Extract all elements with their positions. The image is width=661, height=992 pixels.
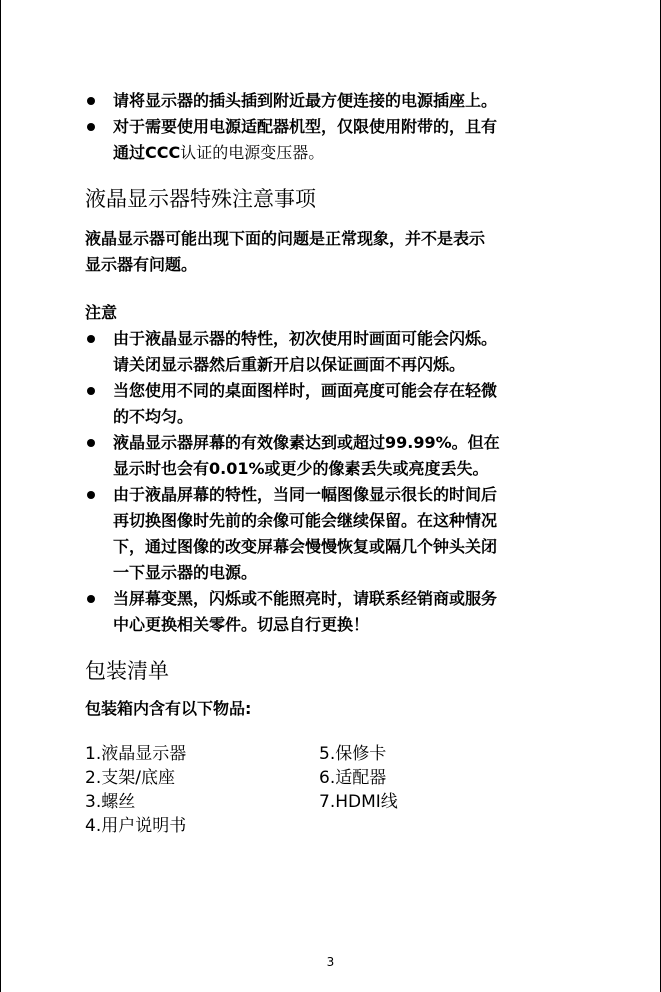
note-line: 的不均匀。 bbox=[113, 407, 194, 426]
lcd-paragraph-line2: 显示器有问题。 bbox=[85, 255, 198, 274]
note-line: 下，通过图像的改变屏幕会慢慢恢复或隔几个钟头关闭 bbox=[113, 537, 498, 556]
bullet-icon bbox=[87, 387, 95, 395]
list-item bbox=[85, 430, 610, 482]
list-item bbox=[85, 114, 610, 166]
bullet-text-bold: 通过CCC bbox=[113, 143, 181, 162]
list-item: 7.HDMI线 bbox=[319, 792, 398, 812]
lcd-paragraph-line1: 液晶显示器可能出现下面的问题是正常现象，并不是表示 bbox=[85, 229, 486, 248]
bullet-text-normal: 认证的电源变压器。 bbox=[180, 143, 325, 162]
list-item: 1.液晶显示器 bbox=[85, 744, 187, 764]
list-item: 5.保修卡 bbox=[319, 744, 387, 764]
note-line: 液晶显示器屏幕的有效像素达到或超过99.99%。但在 bbox=[113, 433, 500, 452]
intro-bullet-list bbox=[85, 88, 610, 166]
bullet-icon bbox=[87, 335, 95, 343]
packing-subtitle: 包装箱内含有以下物品: bbox=[85, 699, 252, 718]
note-line: 请关闭显示器然后重新开启以保证画面不再闪烁。 bbox=[113, 355, 466, 374]
list-item bbox=[85, 482, 610, 586]
bullet-text: 对于需要使用电源适配器机型，仅限使用附带的，且有 bbox=[113, 117, 498, 136]
list-item bbox=[85, 586, 610, 638]
note-line: 一下显示器的电源。 bbox=[113, 563, 258, 582]
list-item bbox=[85, 326, 610, 378]
note-label: 注意 bbox=[85, 303, 118, 322]
section-title-packing: 包装清单 bbox=[85, 659, 169, 683]
note-line: 由于液晶屏幕的特性，当同一幅图像显示很长的时间后 bbox=[113, 485, 498, 504]
packing-list-right bbox=[319, 742, 398, 814]
list-item: 2.支架/底座 bbox=[85, 768, 175, 788]
note-line: 由于液晶显示器的特性，初次使用时画面可能会闪烁。 bbox=[113, 329, 498, 348]
bullet-icon bbox=[87, 123, 95, 131]
note-line: 显示时也会有0.01%或更少的像素丢失或亮度丢失。 bbox=[113, 459, 489, 478]
note-line: 再切换图像时先前的余像可能会继续保留。在这种情况 bbox=[113, 511, 498, 530]
page-content bbox=[85, 88, 610, 842]
bullet-icon bbox=[87, 97, 95, 105]
list-item: 6.适配器 bbox=[319, 768, 387, 788]
bullet-icon bbox=[87, 595, 95, 603]
bullet-icon bbox=[87, 491, 95, 499]
list-item bbox=[85, 88, 610, 114]
note-list bbox=[85, 326, 610, 638]
packing-list bbox=[85, 742, 610, 842]
note-line: 当屏幕变黑，闪烁或不能照亮时，请联系经销商或服务 bbox=[113, 589, 498, 608]
bullet-icon bbox=[87, 439, 95, 447]
list-item: 3.螺丝 bbox=[85, 792, 136, 812]
list-item: 4.用户说明书 bbox=[85, 816, 187, 836]
packing-list-left bbox=[85, 742, 186, 838]
lcd-paragraph bbox=[85, 226, 610, 278]
note-line: 中心更换相关零件。切忌自行更换！ bbox=[113, 615, 370, 634]
bullet-text: 请将显示器的插头插到附近最方便连接的电源插座上。 bbox=[113, 91, 498, 110]
page-number: 3 bbox=[326, 955, 335, 969]
section-title-lcd: 液晶显示器特殊注意事项 bbox=[85, 187, 316, 211]
list-item bbox=[85, 378, 610, 430]
note-line: 当您使用不同的桌面图样时，画面亮度可能会存在轻微 bbox=[113, 381, 498, 400]
